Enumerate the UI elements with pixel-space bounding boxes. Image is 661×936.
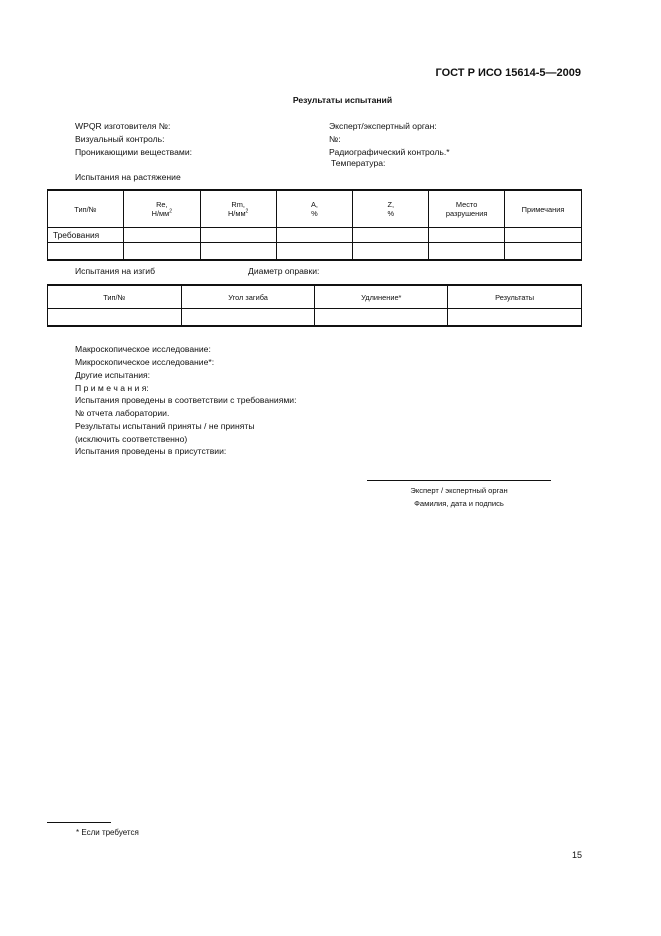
line-delete-as-appropriate: (исключить соответственно)	[75, 434, 188, 444]
line-notes: П р и м е ч а н и я:	[75, 383, 149, 393]
header-re: Re, $Н/мм^2$	[123, 190, 200, 228]
tensile-header-row	[48, 190, 582, 228]
header-results: Результаты	[448, 285, 582, 309]
table-cell	[315, 309, 448, 327]
table-cell	[48, 243, 124, 261]
line-lab-report: № отчета лаборатории.	[75, 408, 170, 418]
table-cell	[276, 243, 353, 261]
tensile-test-label: Испытания на растяжение	[75, 172, 181, 182]
line-results-accepted: Результаты испытаний приняты / не приняты	[75, 421, 255, 431]
field-radiographic-testing: Радиографический контроль.*	[329, 147, 450, 157]
signature-line	[367, 480, 551, 481]
footnote-separator	[47, 822, 111, 823]
requirements-cell: Требования	[48, 228, 124, 243]
table-row	[48, 243, 582, 261]
document-id: ГОСТ Р ИСО 15614-5—2009	[435, 67, 581, 79]
header-fracture-location: Место разрушения	[429, 190, 505, 228]
bend-test-table	[47, 284, 582, 327]
header-z: Z, %	[353, 190, 429, 228]
signature-details: Фамилия, дата и подпись	[414, 499, 504, 508]
table-row	[48, 228, 582, 243]
header-type: Тип/№	[48, 190, 124, 228]
field-visual-inspection: Визуальный контроль:	[75, 134, 165, 144]
header-elongation: Удлинение*	[315, 285, 448, 309]
field-penetrant-testing: Проникающими веществами:	[75, 147, 193, 157]
field-temperature: Температура:	[331, 158, 386, 168]
table-cell	[123, 243, 200, 261]
header-bend-angle: Угол загиба	[181, 285, 315, 309]
line-macro-exam: Макроскопическое исследование:	[75, 344, 211, 354]
field-number: №:	[329, 134, 341, 144]
header-rm: Rm, $Н/мм^2$	[200, 190, 276, 228]
line-requirements: Испытания проведены в соответствии с требованиями:	[75, 395, 297, 405]
field-wpqr: WPQR изготовителя №:	[75, 121, 171, 131]
page-title: Результаты испытаний	[292, 95, 393, 105]
table-cell	[48, 309, 182, 327]
field-examiner: Эксперт/экспертный орган:	[329, 121, 437, 131]
footnote: * Если требуется	[76, 828, 139, 837]
bend-header-row	[48, 285, 582, 309]
mandrel-diameter-label: Диаметр оправки:	[248, 266, 320, 276]
table-cell	[123, 228, 200, 243]
table-cell	[276, 228, 353, 243]
signature-role: Эксперт / экспертный орган	[410, 486, 508, 495]
table-cell	[181, 309, 315, 327]
table-cell	[353, 243, 429, 261]
table-cell	[505, 228, 582, 243]
bend-test-label: Испытания на изгиб	[75, 266, 156, 276]
table-cell	[429, 228, 505, 243]
tensile-test-table	[47, 189, 582, 261]
line-micro-exam: Микроскопическое исследование*:	[75, 357, 215, 367]
table-cell	[429, 243, 505, 261]
table-cell	[448, 309, 582, 327]
table-cell	[200, 228, 276, 243]
table-cell	[505, 243, 582, 261]
header-type: Тип/№	[48, 285, 182, 309]
line-witnessed-by: Испытания проведены в присутствии:	[75, 446, 227, 456]
table-row	[48, 309, 582, 327]
line-other-tests: Другие испытания:	[75, 370, 151, 380]
header-a: А, %	[276, 190, 353, 228]
table-cell	[200, 243, 276, 261]
page-number: 15	[572, 850, 583, 860]
table-cell	[353, 228, 429, 243]
header-notes: Примечания	[505, 190, 582, 228]
